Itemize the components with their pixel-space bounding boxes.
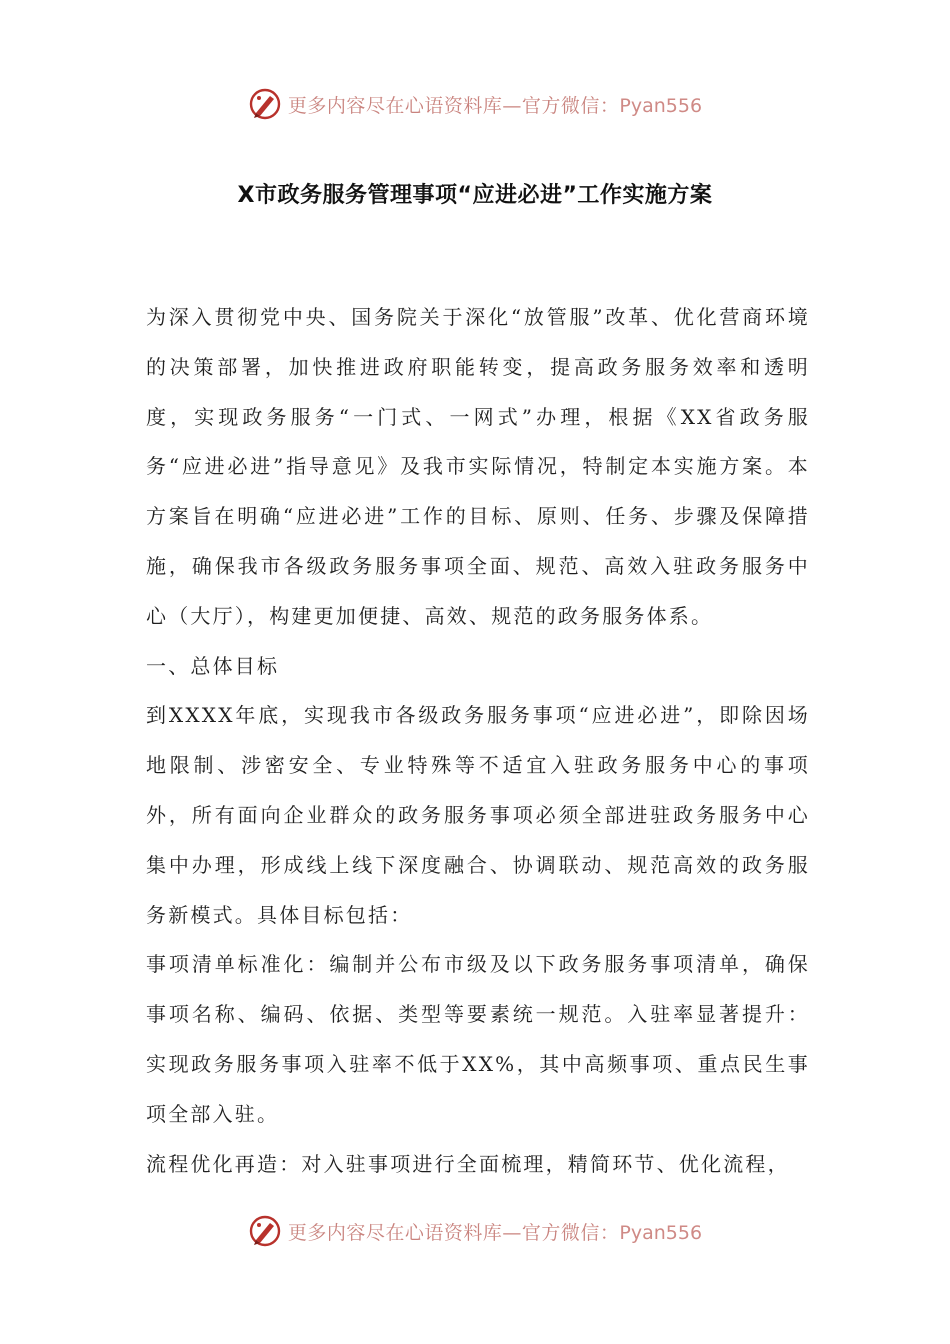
pen-logo-icon (248, 1214, 282, 1248)
goal-paragraph: 到XXXX年底，实现我市各级政务服务事项“应进必进”，即除因场地限制、涉密安全、专业特殊等不适宜入驻政务服务中心的事项外，所有面向企业群众的政务服务事项必须全部进驻政务服务中心集中办理，形成线上线下深度融合、协调联动、规范高效的政务服务新模式。具体目标包括： (146, 703, 810, 927)
watermark-wechat-id: Pyan556 (619, 94, 703, 117)
watermark-banner-bottom (0, 1211, 950, 1251)
watermark-text (288, 91, 702, 118)
checklist-paragraph: 事项清单标准化：编制并公布市级及以下政务服务事项清单，确保事项名称、编码、依据、类型等要素统一规范。入驻率显著提升：实现政务服务事项入驻率不低于XX%，其中高频事项、重点民生事项全部入驻。 (146, 952, 810, 1126)
watermark-wechat-id: Pyan556 (619, 1221, 703, 1244)
document-title: X市政务服务管理事项“应进必进”工作实施方案 (237, 183, 713, 208)
document-body (146, 293, 810, 1189)
watermark-label: 更多内容尽在心语资料库—官方微信： (287, 94, 620, 117)
process-paragraph: 流程优化再造：对入驻事项进行全面梳理，精简环节、优化流程， (146, 1151, 790, 1176)
watermark-text (288, 1218, 702, 1245)
pen-logo-icon (248, 87, 282, 121)
section-heading-overall-goal: 一、总体目标 (146, 653, 280, 678)
watermark-label: 更多内容尽在心语资料库—官方微信： (287, 1221, 620, 1244)
intro-paragraph: 为深入贯彻党中央、国务院关于深化“放管服”改革、优化营商环境的决策部署，加快推进政府职能转变，提高政务服务效率和透明度，实现政务服务“一门式、一网式”办理，根据《XX省政务服务“应进必进”指导意见》及我市实际情况，特制定本实施方案。本方案旨在明确“应进必进”工作的目标、原则、任务、步骤及保障措施，确保我市各级政务服务事项全面、规范、高效入驻政务服务中心（大厅），构建更加便捷、高效、规范的政务服务体系。 (146, 305, 810, 628)
watermark-banner-top (0, 84, 950, 124)
